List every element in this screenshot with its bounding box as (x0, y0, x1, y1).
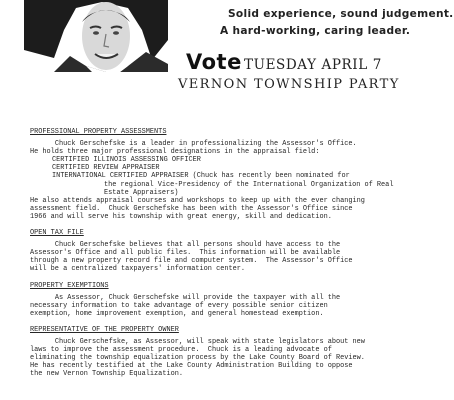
slogan-experience: Solid experience, sound judgement. (228, 8, 454, 20)
assessments-intro: Chuck Gerschefske is a leader in professionalizing the Assessor's Office. He holds three major professional designations in the appraisal field: (30, 140, 357, 157)
election-date: TUESDAY APRIL 7 (244, 57, 382, 73)
vote-heading: Vote (186, 50, 242, 74)
representative-text: Chuck Gerschefske, as Assessor, will speak with state legislators about new laws to improve the assessment procedure. Chuck is a leading advocate of eliminating the township equalization process by the Lake County Board of Review. He has recently testified at the Lake County Administration Building to oppose the new Vernon Township Equalization. (30, 337, 365, 379)
exemptions-text: As Assessor, Chuck Gerschefske will provide the taxpayer with all the necessary information to take advantage of every possible senior citizen exemption, home improvement exemption, and general homestead exemption. (30, 293, 341, 318)
open-tax-file-text: Chuck Gerschefske believes that all persons should have access to the Assessor's Office and all public files. This information will be available through a new property record file and computer system. The Assessor's Office will be a centralized taxpayers' information center. (30, 241, 353, 274)
section-heading-exemptions: PROPERTY EXEMPTIONS (30, 281, 109, 290)
designation-note: the regional Vice-Presidency of the International Organization of Real Estate Appraisers) (104, 180, 394, 197)
assessments-closing: He also attends appraisal courses and workshops to keep up with the ever changing assessment field. Chuck Gerschefske has been with the Assessor's Office since 1966 and will serve his township with great energy, skill and dedication. (30, 196, 365, 221)
designation-3: INTERNATIONAL CERTIFIED APPRAISER (Chuck has recently been nominated for (52, 172, 350, 181)
designation-1: CERTIFIED ILLINOIS ASSESSING OFFICER (52, 156, 201, 165)
candidate-photo (24, 0, 168, 72)
designation-2: CERTIFIED REVIEW APPRAISER (52, 164, 160, 173)
slogan-leader: A hard-working, caring leader. (220, 25, 411, 37)
party-name: VERNON TOWNSHIP PARTY (178, 77, 400, 92)
flyer-body (30, 128, 398, 378)
section-heading-representative: REPRESENTATIVE OF THE PROPERTY OWNER (30, 325, 179, 334)
section-heading-open-tax-file: OPEN TAX FILE (30, 229, 84, 238)
section-heading-assessments: PROFESSIONAL PROPERTY ASSESSMENTS (30, 128, 167, 136)
